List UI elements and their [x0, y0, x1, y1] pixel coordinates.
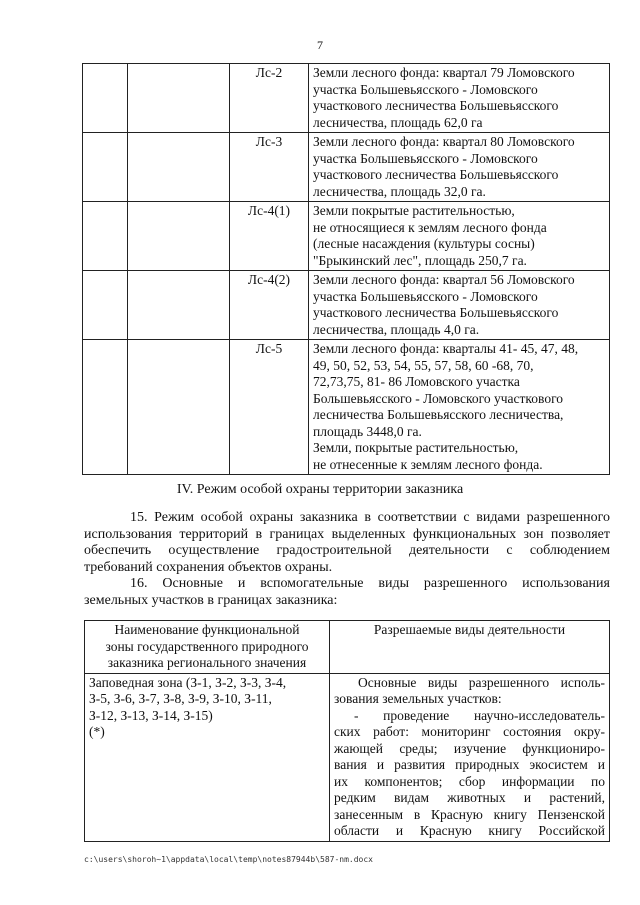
- zone-code: Лс-4(1): [230, 202, 309, 271]
- header-line: заказника регионального значения: [107, 655, 307, 670]
- paragraph-line: земельных участков в границах заказника:: [84, 592, 338, 608]
- paragraph-line: обеспечить осуществление градостроительной деятельности с соблюдением: [84, 543, 610, 558]
- activity-line: занесенным в Красную книгу Пензенской: [334, 806, 605, 822]
- zones-table-header: [85, 621, 610, 674]
- footer-file-path: c:\users\shoroh~1\appdata\local\temp\notes87944b\587-nm.docx: [84, 855, 373, 864]
- description-line: лесничества, площадь 4,0 га.: [313, 321, 480, 337]
- description-line: Земли лесного фонда: кварталы 41- 45, 47, 48,: [313, 341, 579, 356]
- zone-code: Лс-5: [230, 340, 309, 475]
- description-line: Земли, покрытые растительностью,: [313, 440, 519, 455]
- forest-lands-table: [82, 63, 610, 475]
- activity-line: области и Красную книгу Российской: [334, 823, 605, 838]
- table-row: [83, 64, 610, 133]
- paragraph-line: 15. Режим особой охраны заказника в соответствии с видами разрешенного: [130, 510, 610, 525]
- header-line: зоны государственного природного: [105, 638, 309, 654]
- description-line: участка Большевьясского - Ломовского: [313, 81, 538, 97]
- description-line: лесничества Большевьясского лесничества,: [313, 407, 564, 422]
- activity-line: их компонентов; сбор информации по: [334, 773, 605, 789]
- paragraph-line: использования территорий в границах выделенных функциональных зон позволяет: [84, 526, 610, 542]
- zone-cell: [85, 673, 330, 841]
- activity-line: зования земельных участков:: [334, 691, 502, 706]
- paragraph-15: [84, 510, 610, 576]
- description-line: 49, 50, 52, 53, 54, 55, 57, 58, 60 -68, 70,: [313, 357, 534, 373]
- empty-cell: [83, 202, 128, 271]
- activities-cell: [330, 673, 610, 841]
- description-line: Земли лесного фонда: квартал 79 Ломовского: [313, 65, 575, 80]
- zone-line: З-12, З-13, З-14, З-15): [89, 707, 213, 723]
- activity-line: ских работ: мониторинг состояния окру-: [334, 724, 605, 739]
- zone-code: Лс-4(2): [230, 271, 309, 340]
- description-line: участкового лесничества Большевьясского: [313, 167, 559, 182]
- empty-cell: [83, 64, 128, 133]
- activity-line: Основные виды разрешенного исполь-: [358, 674, 605, 690]
- section-heading: IV. Режим особой охраны территории заказника: [176, 482, 464, 497]
- zone-code: Лс-3: [230, 133, 309, 202]
- activity-line: - проведение научно-исследователь-: [354, 707, 605, 723]
- header-line: Наименование функциональной: [114, 622, 300, 637]
- zone-description: [309, 340, 610, 475]
- description-line: Земли покрытые растительностью,: [313, 203, 515, 218]
- description-line: участкового лесничества Большевьясского: [313, 305, 559, 320]
- zone-description: [309, 133, 610, 202]
- activity-line: редким видам животных и растений,: [334, 790, 605, 805]
- empty-cell: [83, 133, 128, 202]
- activity-line: жающей среды; изучение функциониро-: [334, 740, 605, 756]
- description-line: Земли лесного фонда: квартал 56 Ломовского: [313, 272, 575, 287]
- zones-table: [84, 620, 610, 842]
- zone-line: З-5, З-6, З-7, З-8, З-9, З-10, З-11,: [89, 691, 272, 706]
- table-row: [83, 340, 610, 475]
- description-line: Большевьясского - Ломовского участкового: [313, 390, 564, 406]
- empty-cell: [128, 133, 230, 202]
- empty-cell: [128, 271, 230, 340]
- empty-cell: [128, 340, 230, 475]
- page-number: 7: [317, 38, 323, 52]
- paragraph-line: требований сохранения объектов охраны.: [84, 559, 333, 575]
- header-zone-name: [85, 621, 330, 674]
- table-row: [83, 202, 610, 271]
- description-line: участка Большевьясского - Ломовского: [313, 150, 538, 166]
- empty-cell: [83, 271, 128, 340]
- description-line: лесничества, площадь 32,0 га.: [313, 183, 486, 199]
- description-line: "Брыкинский лес", площадь 250,7 га.: [313, 252, 527, 268]
- paragraph-line: 16. Основные и вспомогательные виды разрешенного использования: [130, 576, 610, 591]
- description-line: площадь 3448,0 га.: [313, 423, 422, 439]
- zone-description: [309, 202, 610, 271]
- description-line: 72,73,75, 81- 86 Ломовского участка: [313, 374, 520, 389]
- zone-line: (*): [89, 724, 105, 739]
- activity-line: вания и развития природных экосистем и: [334, 757, 605, 772]
- description-line: не относящиеся к землям лесного фонда: [313, 219, 547, 235]
- table-row: [83, 133, 610, 202]
- description-line: лесничества, площадь 62,0 га: [313, 114, 483, 130]
- description-line: Земли лесного фонда: квартал 80 Ломовского: [313, 134, 575, 149]
- zone-description: [309, 64, 610, 133]
- header-activities: Разрешаемые виды деятельности: [330, 621, 610, 674]
- empty-cell: [128, 64, 230, 133]
- description-line: участка Большевьясского - Ломовского: [313, 288, 538, 304]
- empty-cell: [83, 340, 128, 475]
- empty-cell: [128, 202, 230, 271]
- description-line: не отнесенные к землям лесного фонда.: [313, 456, 543, 472]
- zone-description: [309, 271, 610, 340]
- zone-line: Заповедная зона (З-1, З-2, З-3, З-4,: [89, 674, 287, 690]
- table-row: [83, 271, 610, 340]
- zone-code: Лс-2: [230, 64, 309, 133]
- paragraph-16: [84, 576, 610, 609]
- description-line: (лесные насаждения (культуры сосны): [313, 236, 535, 251]
- description-line: участкового лесничества Большевьясского: [313, 98, 559, 113]
- zones-table-row: [85, 673, 610, 841]
